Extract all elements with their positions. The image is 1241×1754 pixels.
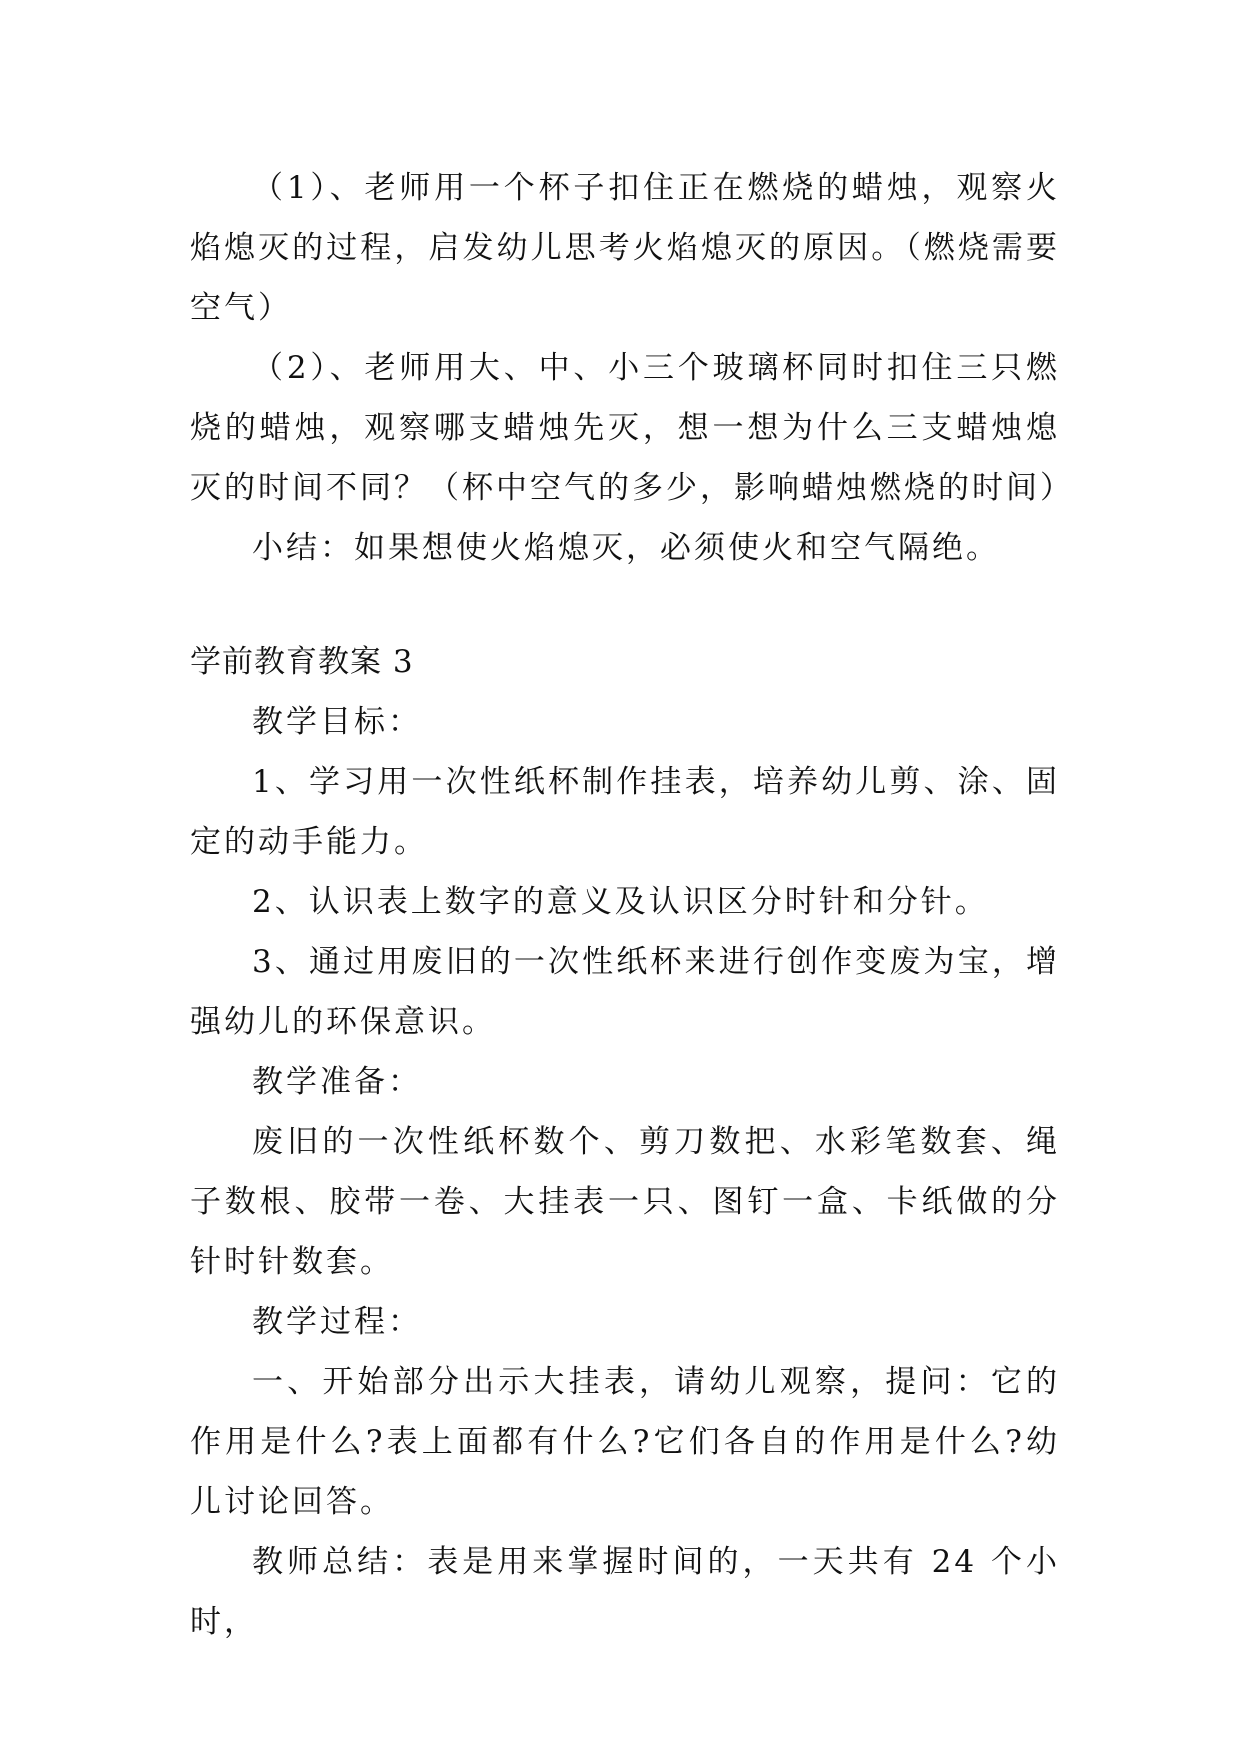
goal-1: 1、学习用一次性纸杯制作挂表，培养幼儿剪、涂、固定的动手能力。 bbox=[190, 764, 1060, 860]
goals-heading: 教学目标： bbox=[252, 704, 422, 740]
summary: 小结：如果想使火焰熄灭，必须使火和空气隔绝。 bbox=[252, 530, 1000, 566]
teacher-summary: 教师总结：表是用来掌握时间的，一天共有 24 个小时， bbox=[190, 1544, 1060, 1640]
section-gap bbox=[190, 578, 1060, 632]
document-page bbox=[190, 158, 1074, 1652]
experiment-step-1: （1）、老师用一个杯子扣住正在燃烧的蜡烛，观察火焰熄灭的过程，启发幼儿思考火焰熄灭的原因。（燃烧需要空气） bbox=[190, 170, 1060, 326]
preparation-materials: 废旧的一次性纸杯数个、剪刀数把、水彩笔数套、绳子数根、胶带一卷、大挂表一只、图钉一盒、卡纸做的分针时针数套。 bbox=[190, 1124, 1060, 1280]
experiment-step-2: （2）、老师用大、中、小三个玻璃杯同时扣住三只燃烧的蜡烛，观察哪支蜡烛先灭，想一想为什么三支蜡烛熄灭的时间不同？（杯中空气的多少，影响蜡烛燃烧的时间） bbox=[190, 350, 1074, 506]
goal-3: 3、通过用废旧的一次性纸杯来进行创作变废为宝，增强幼儿的环保意识。 bbox=[190, 944, 1060, 1040]
preparation-heading: 教学准备： bbox=[252, 1064, 422, 1100]
goal-2: 2、认识表上数字的意义及认识区分时针和分针。 bbox=[252, 884, 989, 920]
process-step-1: 一、开始部分出示大挂表，请幼儿观察，提问：它的作用是什么?表上面都有什么?它们各自的作用是什么?幼儿讨论回答。 bbox=[190, 1364, 1060, 1520]
process-heading: 教学过程： bbox=[252, 1304, 422, 1340]
lesson-plan-title: 学前教育教案 3 bbox=[190, 644, 414, 680]
